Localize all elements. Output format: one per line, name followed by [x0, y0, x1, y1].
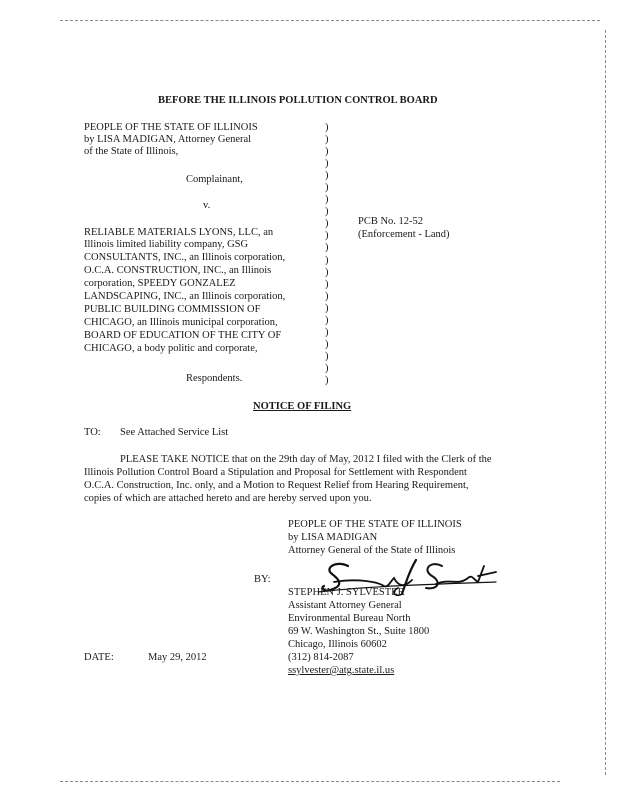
- caption-paren: ): [325, 266, 329, 278]
- to-label: TO:: [84, 427, 101, 438]
- complainant-label: Complainant,: [186, 174, 243, 185]
- case-type: (Enforcement - Land): [358, 229, 450, 240]
- respondent-line-2: Illinois limited liability company, GSG: [84, 239, 249, 250]
- signer-address-line-4: Chicago, Illinois 60602: [288, 639, 387, 650]
- scan-edge-top: [60, 20, 600, 21]
- caption-paren: ): [325, 218, 329, 230]
- caption-paren: ): [325, 194, 329, 206]
- caption-paren: ): [325, 146, 329, 158]
- document-heading: BEFORE THE ILLINOIS POLLUTION CONTROL BOARD: [158, 95, 438, 106]
- body-line-1: PLEASE TAKE NOTICE that on the 29th day of May, 2012 I filed with the Clerk of the: [120, 454, 492, 465]
- caption-paren: ): [325, 326, 329, 338]
- respondent-line-5: corporation, SPEEDY GONZALEZ: [84, 278, 236, 289]
- signer-address-line-1: Assistant Attorney General: [288, 600, 402, 611]
- complainant-line-3: of the State of Illinois,: [84, 146, 179, 157]
- scan-edge-right: [605, 30, 606, 775]
- caption-paren: ): [325, 230, 329, 242]
- signer-email[interactable]: ssylvester@atg.state.il.us: [288, 665, 395, 676]
- signer-name: STEPHEN J. SYLVESTER: [288, 587, 405, 598]
- signer-phone: (312) 814-2087: [288, 652, 354, 663]
- notice-title: NOTICE OF FILING: [253, 401, 352, 412]
- respondent-line-10: CHICAGO, a body politic and corporate,: [84, 343, 258, 354]
- caption-paren: ): [325, 278, 329, 290]
- respondent-line-7: PUBLIC BUILDING COMMISSION OF: [84, 304, 261, 315]
- signer-address-line-3: 69 W. Washington St., Suite 1800: [288, 626, 430, 637]
- case-number: PCB No. 12-52: [358, 216, 424, 227]
- respondent-line-4: O.C.A. CONSTRUCTION, INC., an Illinois: [84, 265, 272, 276]
- respondent-line-3: CONSULTANTS, INC., an Illinois corporation,: [84, 252, 286, 263]
- respondent-line-8: CHICAGO, an Illinois municipal corporation,: [84, 317, 278, 328]
- complainant-line-1: PEOPLE OF THE STATE OF ILLINOIS: [84, 122, 258, 133]
- signer-address-line-2: Environmental Bureau North: [288, 613, 411, 624]
- caption-paren: ): [325, 182, 329, 194]
- respondent-line-9: BOARD OF EDUCATION OF THE CITY OF: [84, 330, 282, 341]
- caption-paren: ): [325, 350, 329, 362]
- caption-paren: ): [325, 314, 329, 326]
- caption-paren: ): [325, 374, 329, 386]
- signature-party-line-3: Attorney General of the State of Illinois: [288, 545, 456, 556]
- caption-paren: ): [325, 122, 329, 133]
- to-value: See Attached Service List: [120, 427, 229, 438]
- signature-party-line-1: PEOPLE OF THE STATE OF ILLINOIS: [288, 519, 462, 530]
- caption-paren: ): [325, 170, 329, 182]
- respondent-line-1: RELIABLE MATERIALS LYONS, LLC, an: [84, 227, 274, 238]
- respondents-label: Respondents.: [186, 373, 243, 384]
- caption-paren: ): [325, 338, 329, 350]
- caption-paren: ): [325, 242, 329, 254]
- body-line-3: O.C.A. Construction, Inc. only, and a Motion to Request Relief from Hearing Requirement,: [84, 480, 469, 491]
- caption-parentheses: [325, 122, 335, 387]
- date-label: DATE:: [84, 652, 114, 663]
- respondent-line-6: LANDSCAPING, INC., an Illinois corporation,: [84, 291, 286, 302]
- by-label: BY:: [254, 574, 271, 585]
- caption-paren: ): [325, 206, 329, 218]
- date-value: May 29, 2012: [148, 652, 207, 663]
- signature-party-line-2: by LISA MADIGAN: [288, 532, 378, 543]
- caption-paren: ): [325, 362, 329, 374]
- body-line-2: Illinois Pollution Control Board a Stipulation and Proposal for Settlement with Respondent: [84, 467, 467, 478]
- complainant-line-2: by LISA MADIGAN, Attorney General: [84, 134, 252, 145]
- caption-paren: ): [325, 134, 329, 146]
- caption-paren: ): [325, 290, 329, 302]
- versus-label: v.: [203, 200, 211, 211]
- caption-paren: ): [325, 158, 329, 170]
- caption-paren: ): [325, 302, 329, 314]
- caption-paren: ): [325, 254, 329, 266]
- body-line-4: copies of which are attached hereto and are hereby served upon you.: [84, 493, 372, 504]
- scan-edge-bottom: [60, 781, 560, 782]
